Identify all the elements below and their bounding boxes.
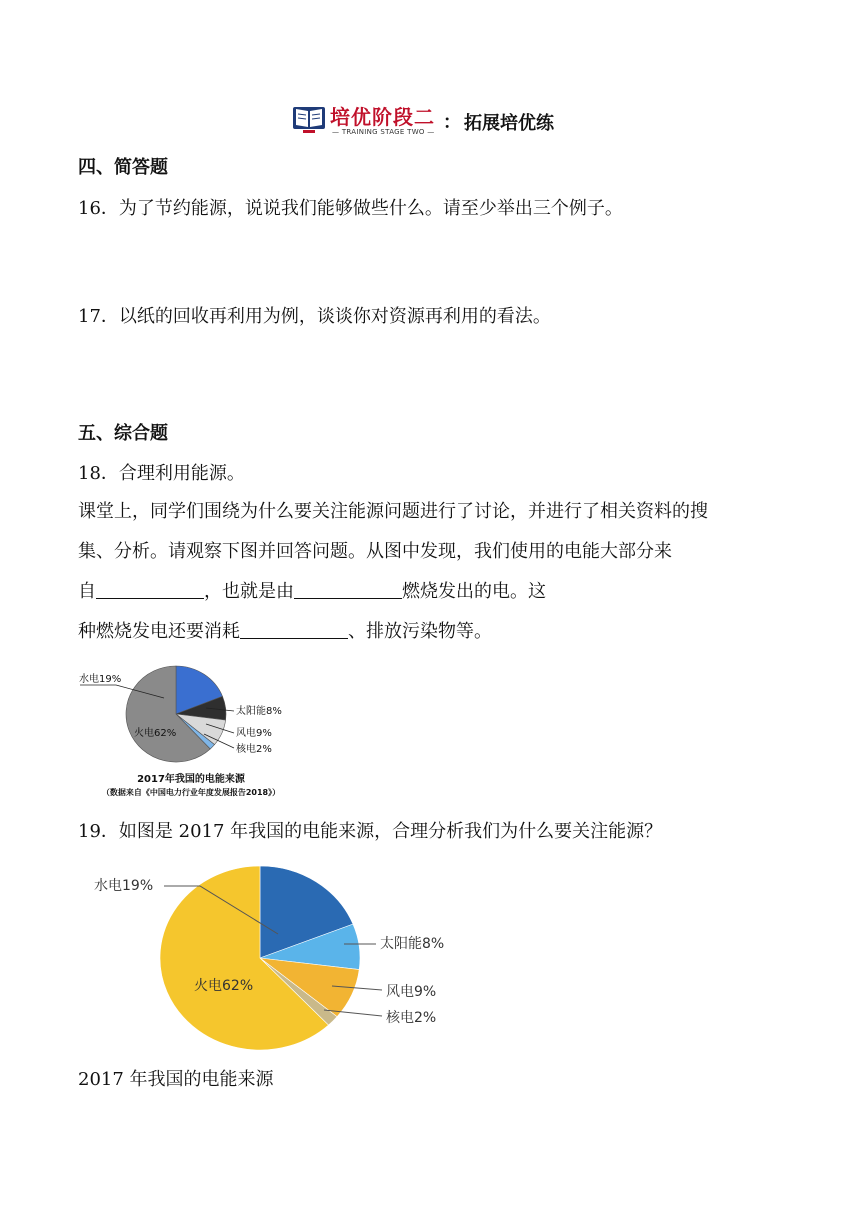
question-18-title: 18．合理利用能源。	[78, 463, 245, 484]
stage-logo-title: 培优阶段二	[330, 105, 435, 129]
answer-blank-1[interactable]	[96, 578, 204, 599]
question-18-text-3	[78, 578, 546, 604]
slice-label-2-2: 太阳能8%	[380, 936, 445, 952]
q18-text-3a: 自	[78, 581, 96, 602]
slice-label-1-3: 风电9%	[236, 728, 272, 739]
slice-label-1-1: 水电19%	[79, 674, 122, 685]
pie-chart-1	[76, 662, 306, 802]
stage-logo-subtitle: — TRAINING STAGE TWO —	[332, 128, 435, 136]
chart-1-title: 2017年我国的电能来源	[137, 774, 245, 785]
question-17: 17．以纸的回收再利用为例，谈谈你对资源再利用的看法。	[78, 306, 551, 327]
q18-text-4b: 、排放污染物等。	[348, 621, 492, 642]
slice-label-2-3: 风电9%	[386, 984, 437, 1000]
banner-colon: ：	[443, 112, 461, 133]
section-4-title: 四、简答题	[78, 157, 168, 178]
answer-blank-2[interactable]	[294, 578, 402, 599]
pie-chart-2	[88, 862, 468, 1052]
slice-label-1-5: 火电62%	[134, 728, 177, 739]
slice-label-2-5: 火电62%	[194, 978, 254, 994]
slice-label-2-4: 核电2%	[386, 1010, 437, 1026]
banner-heading: 拓展培优练	[464, 113, 554, 134]
book-icon	[292, 104, 326, 134]
section-5-title: 五、综合题	[78, 423, 168, 444]
q18-text-3c: 燃烧发出的电。这	[402, 581, 546, 602]
slice-label-2-1: 水电19%	[94, 878, 154, 894]
q18-text-3b: ，也就是由	[204, 581, 294, 602]
q18-text-4a: 种燃烧发电还要消耗	[78, 621, 240, 642]
answer-blank-3[interactable]	[240, 618, 348, 639]
question-19: 19．如图是 2017 年我国的电能来源，合理分析我们为什么要关注能源？	[78, 821, 663, 842]
question-16: 16．为了节约能源，说说我们能够做些什么。请至少举出三个例子。	[78, 198, 623, 219]
chart-1-source: （数据来自《中国电力行业年度发展报告2018》）	[101, 788, 281, 797]
slice-label-1-4: 核电2%	[236, 744, 272, 755]
slice-label-1-2: 太阳能8%	[236, 706, 282, 717]
question-18-text-1: 课堂上，同学们围绕为什么要关注能源问题进行了讨论，并进行了相关资料的搜	[78, 501, 708, 522]
chart-2-caption: 2017 年我国的电能来源	[78, 1069, 274, 1090]
question-18-text-2: 集、分析。请观察下图并回答问题。从图中发现，我们使用的电能大部分来	[78, 541, 672, 562]
question-18-text-4	[78, 618, 492, 644]
